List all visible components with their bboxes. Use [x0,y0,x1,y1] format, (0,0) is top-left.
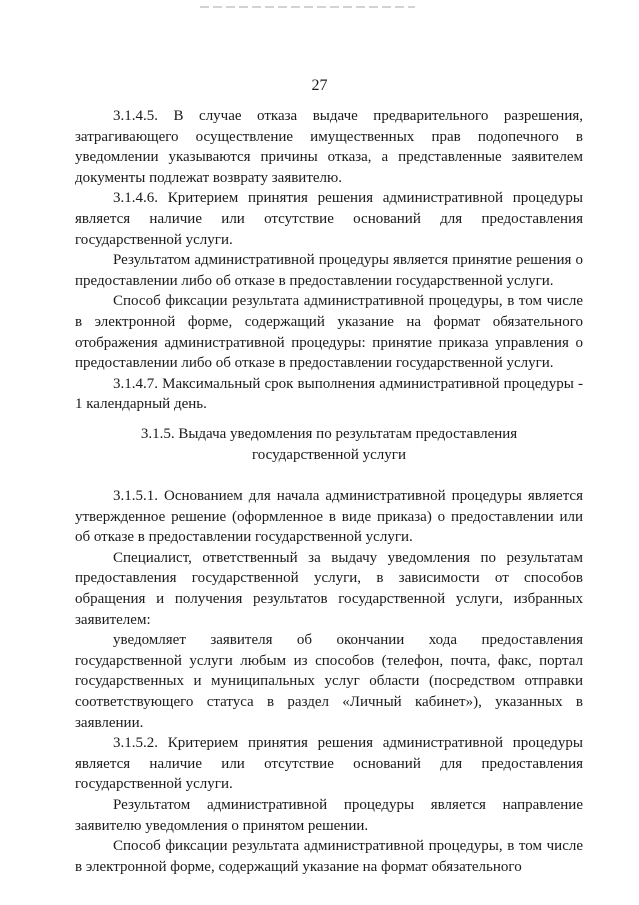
page-number: 27 [311,77,328,94]
scan-artifact [200,6,415,8]
paragraph-3-1-5-2: 3.1.5.2. Критерием принятия решения административной процедуры является наличие или отсутствие оснований для предоставления государственной услуги. [75,735,583,793]
paragraph-3-1-4-5: 3.1.4.5. В случае отказа выдаче предварительного разрешения, затрагивающего осуществление имущественных прав подопечного в уведомлении указываются причины отказа, а представленные заявителем документы подлежат возврату заявителю. [75,108,583,186]
paragraph-fixation-method-2: Способ фиксации результата административной процедуры, в том числе в электронной форме, содержащий указание на формат обязательного [75,838,583,875]
paragraph-fixation-method: Способ фиксации результата административной процедуры, в том числе в электронной форме, содержащий указание на формат обязательного отображения административной процедуры: принятие приказа управления о предоставлении либо об отказе в предоставлении государственной услуги. [75,293,583,372]
section-heading-3-1-5 [75,424,583,465]
section-heading-line-2: государственной услуги [252,446,406,463]
document-body [75,106,583,877]
section-heading-line-1: 3.1.5. Выдача уведомления по результатам предоставления [140,425,518,442]
paragraph-notifies: уведомляет заявителя об окончании хода предоставления государственной услуги любым из способов (телефон, почта, факс, портал государственных и муниципальных услуг области (посредством отправки соответствующего статуса в раздел «Личный кабинет»), указанных в заявлении. [75,632,583,731]
paragraph-3-1-4-6: 3.1.4.6. Критерием принятия решения административной процедуры является наличие или отсутствие оснований для предоставления государственной услуги. [75,190,583,248]
paragraph-3-1-4-7: 3.1.4.7. Максимальный срок выполнения административной процедуры - 1 календарный день. [75,375,583,413]
paragraph-result: Результатом административной процедуры является принятие решения о предоставлении либо об отказе в предоставлении государственной услуги. [75,252,583,289]
paragraph-specialist: Специалист, ответственный за выдачу уведомления по результатам предоставления государственной услуги, в зависимости от способов обращения и получения результатов государственной услуги, избранных заявителем: [75,549,583,628]
paragraph-result-notification: Результатом административной процедуры является направление заявителю уведомления о принятом решении. [75,797,583,834]
paragraph-3-1-5-1: 3.1.5.1. Основанием для начала административной процедуры является утвержденное решение (оформленное в виде приказа) о предоставлении или об отказе в предоставлении государственной услуги. [75,488,583,546]
